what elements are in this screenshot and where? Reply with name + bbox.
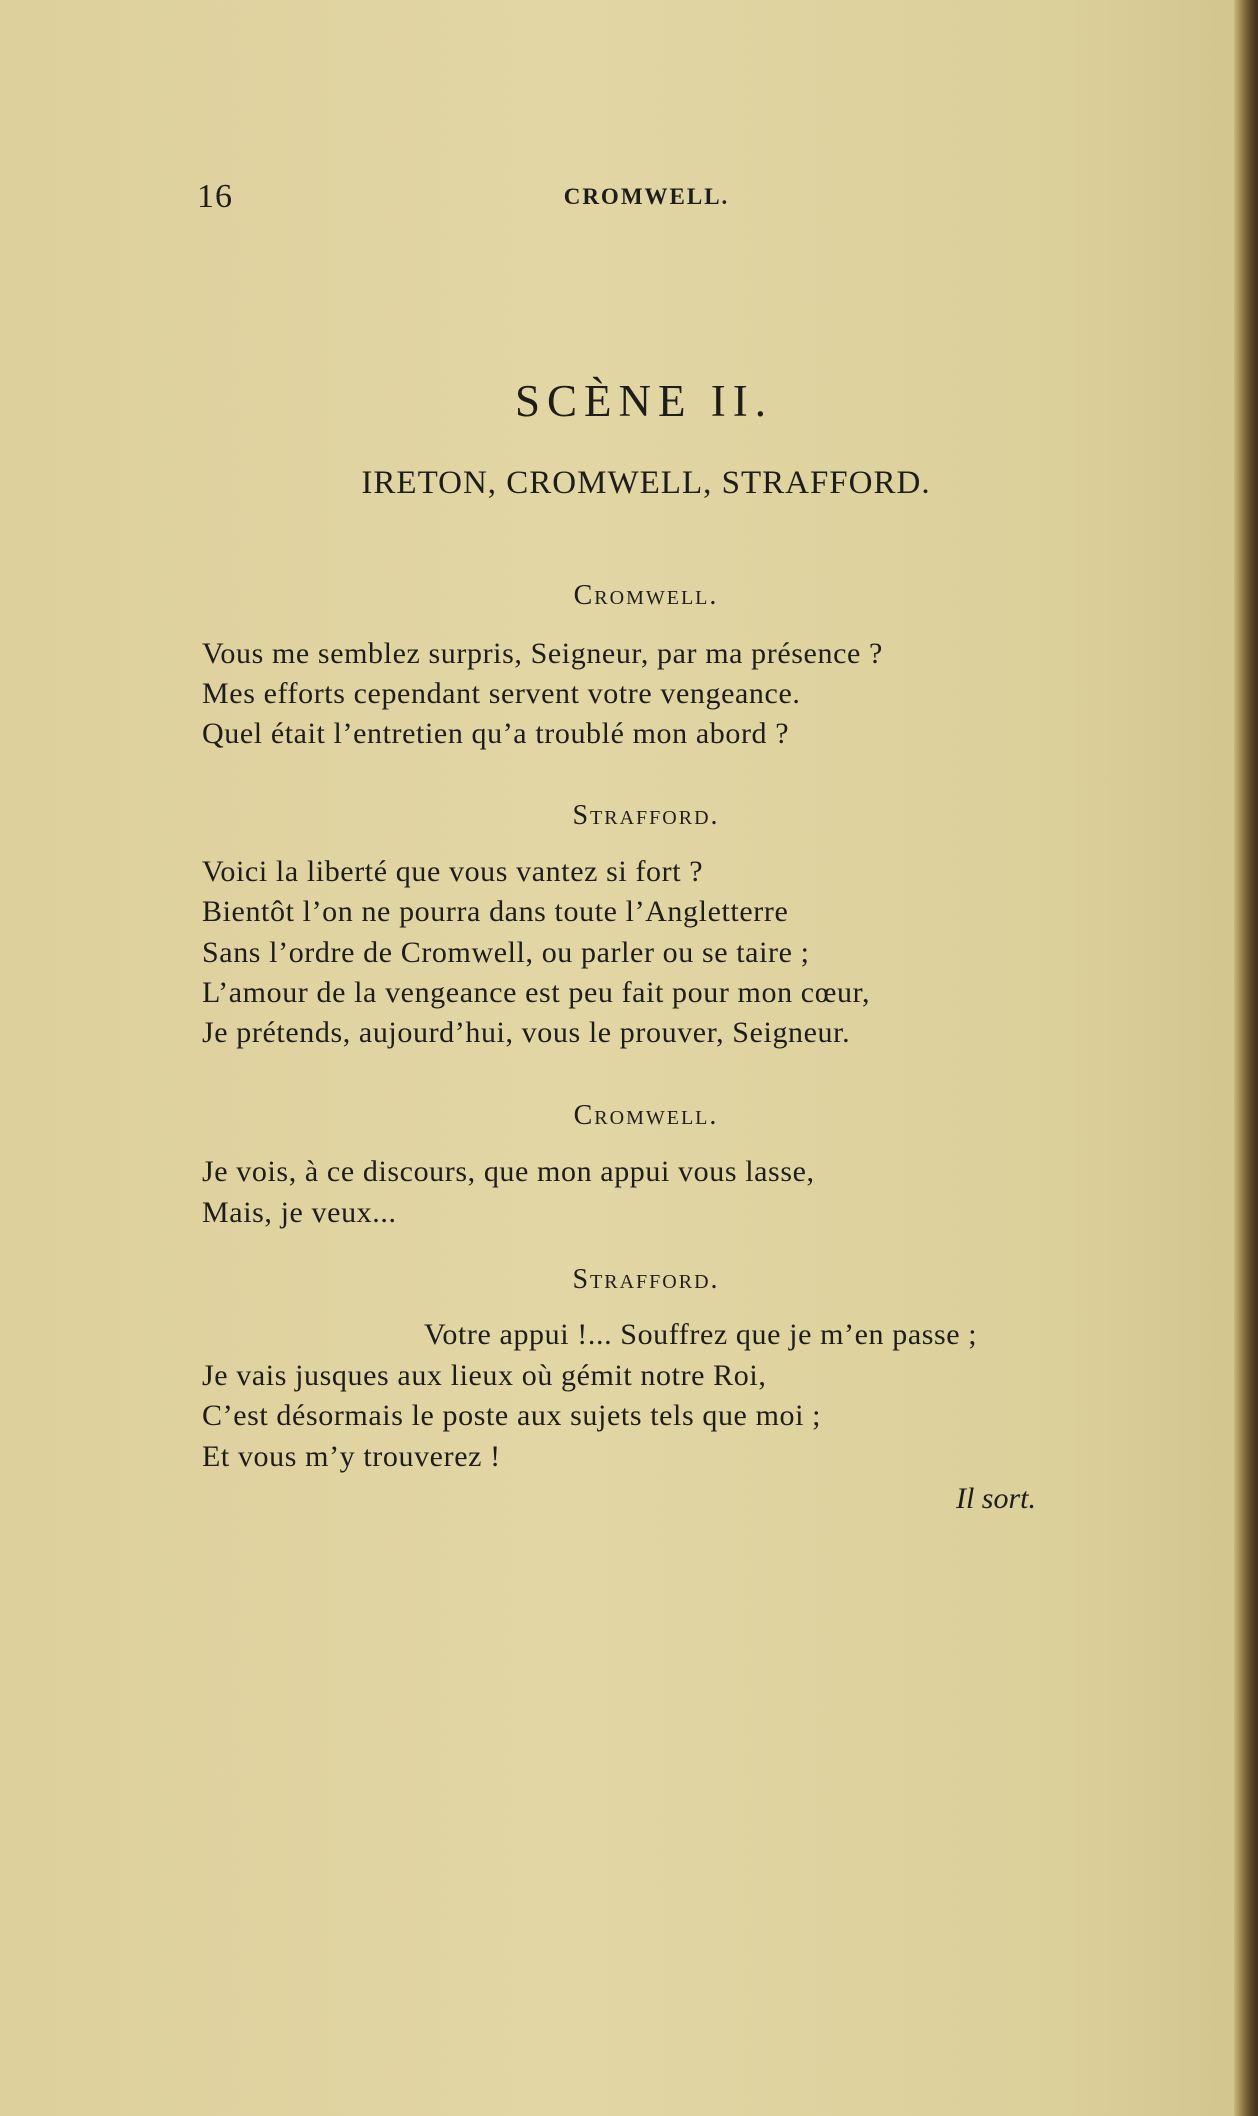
verse-line: Vous me semblez surpris, Seigneur, par ma présence ?	[202, 637, 883, 670]
stage-direction: Il sort.	[955, 1482, 1036, 1515]
running-title: CROMWELL.	[563, 184, 730, 209]
speaker-name: Strafford.	[572, 800, 720, 831]
verse-line: Voici la liberté que vous vantez si fort ?	[202, 855, 704, 888]
verse-line: Je vois, à ce discours, que mon appui vous lasse,	[202, 1155, 815, 1188]
verse-line: Mes efforts cependant servent votre vengeance.	[202, 677, 801, 710]
speaker-name: Strafford.	[572, 1264, 720, 1295]
verse-line: Et vous m’y trouverez !	[202, 1440, 501, 1473]
verse-line: Sans l’ordre de Cromwell, ou parler ou se taire ;	[202, 936, 810, 969]
characters-list: IRETON, CROMWELL, STRAFFORD.	[361, 465, 931, 501]
verse-line: C’est désormais le poste aux sujets tels que moi ;	[202, 1399, 822, 1432]
page-edge	[1234, 0, 1258, 2116]
page-number: 16	[197, 178, 233, 215]
verse-line: Votre appui !... Souffrez que je m’en passe ;	[424, 1318, 978, 1351]
verse-line: Quel était l’entretien qu’a troublé mon abord ?	[202, 717, 790, 750]
verse-line: Bientôt l’on ne pourra dans toute l’Angletterre	[202, 895, 789, 928]
verse-line: Mais, je veux...	[202, 1196, 397, 1229]
verse-line: L’amour de la vengeance est peu fait pour mon cœur,	[202, 976, 871, 1009]
scene-title: SCÈNE II.	[515, 376, 773, 426]
verse-line: Je vais jusques aux lieux où gémit notre Roi,	[202, 1359, 767, 1392]
verse-line: Je prétends, aujourd’hui, vous le prouver, Seigneur.	[202, 1016, 851, 1049]
speaker-name: Cromwell.	[573, 1100, 719, 1131]
speaker-name: Cromwell.	[573, 580, 719, 611]
